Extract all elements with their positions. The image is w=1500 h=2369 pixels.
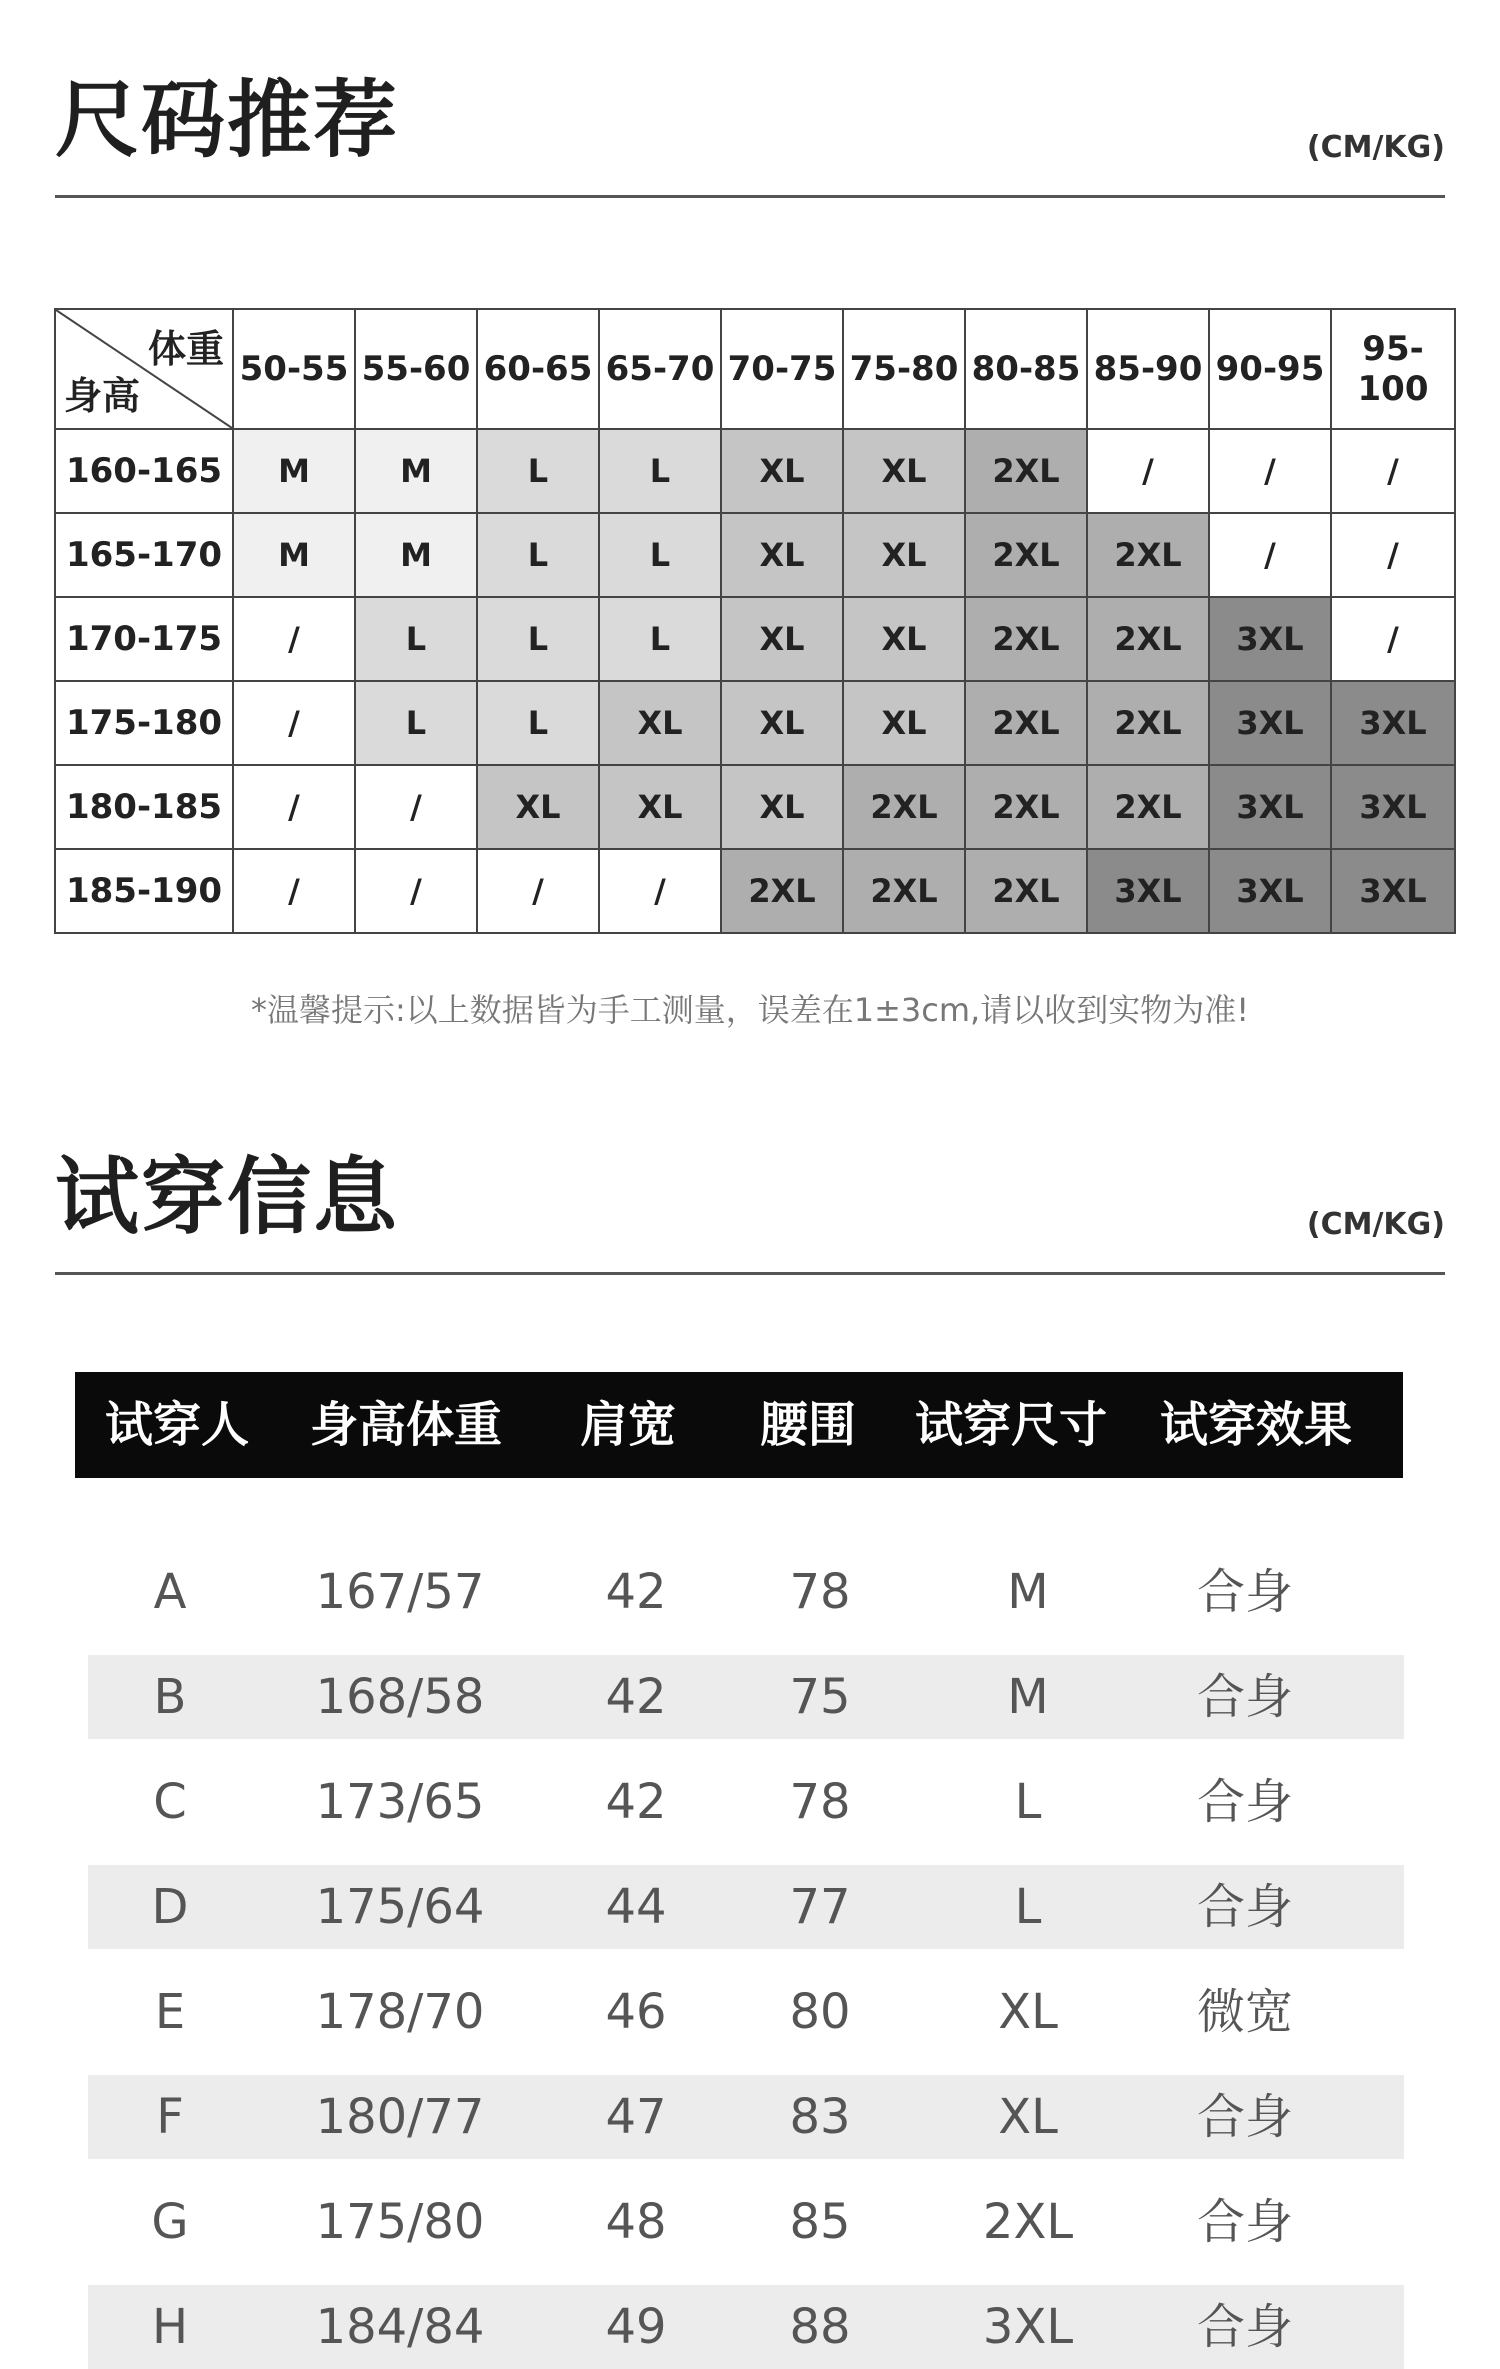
tried-size-value: L [1014, 1879, 1042, 1935]
height-axis-label: 身高 [64, 374, 141, 418]
size-cell: L [599, 429, 721, 513]
height-weight-value: 178/70 [315, 1984, 485, 2040]
weight-range-header: 85-90 [1087, 309, 1209, 429]
size-cell: 3XL [1087, 849, 1209, 933]
size-cell: / [233, 597, 355, 681]
shoulder-width-value: 47 [605, 2089, 667, 2145]
size-cell: L [599, 597, 721, 681]
size-recommendation-title: 尺码推荐 [55, 71, 400, 169]
size-unit-label: (CM/KG) [1306, 130, 1445, 165]
weight-range-header: 55-60 [355, 309, 477, 429]
size-cell: L [477, 513, 599, 597]
size-cell: M [355, 429, 477, 513]
waist-value: 85 [789, 2194, 851, 2250]
size-cell: 3XL [1331, 765, 1455, 849]
shoulder-width-value: 46 [605, 1984, 667, 2040]
size-chart-row [55, 597, 1455, 681]
size-cell: XL [843, 513, 965, 597]
size-chart-header-row [55, 309, 1455, 429]
fitting-table-row [88, 1550, 1404, 1634]
fitting-table-header [75, 1372, 1403, 1478]
height-weight-value: 184/84 [315, 2299, 485, 2355]
tester-label: H [151, 2299, 189, 2355]
waist-value: 80 [789, 1984, 851, 2040]
height-weight-value: 175/64 [315, 1879, 485, 1935]
size-cell: 2XL [965, 597, 1087, 681]
size-cell: L [477, 429, 599, 513]
size-cell: XL [721, 513, 843, 597]
height-range-label: 160-165 [55, 429, 233, 513]
size-chart-row [55, 513, 1455, 597]
size-cell: / [1209, 429, 1331, 513]
tried-size-value: L [1014, 1774, 1042, 1830]
size-cell: 3XL [1209, 765, 1331, 849]
fitting-column-header: 试穿尺寸 [915, 1397, 1108, 1453]
weight-range-header: 95-100 [1331, 309, 1455, 429]
weight-range-header: 60-65 [477, 309, 599, 429]
size-chart-row [55, 765, 1455, 849]
measurement-note: *温馨提示:以上数据皆为手工测量，误差在1±3cm,请以收到实物为准! [250, 991, 1250, 1029]
size-cell: XL [721, 681, 843, 765]
tester-label: F [156, 2089, 184, 2145]
fit-result-value: 合身 [1196, 1879, 1294, 1935]
size-cell: / [355, 765, 477, 849]
weight-range-header: 80-85 [965, 309, 1087, 429]
size-cell: 2XL [843, 849, 965, 933]
size-cell: XL [721, 765, 843, 849]
shoulder-width-value: 44 [605, 1879, 667, 1935]
waist-value: 78 [789, 1564, 851, 1620]
size-cell: 3XL [1209, 597, 1331, 681]
waist-value: 78 [789, 1774, 851, 1830]
size-cell: 2XL [1087, 765, 1209, 849]
size-cell: XL [721, 597, 843, 681]
section-divider [55, 1272, 1445, 1275]
waist-value: 75 [789, 1669, 851, 1725]
fitting-column-header: 肩宽 [580, 1397, 677, 1453]
fitting-info-title: 试穿信息 [55, 1148, 400, 1246]
fit-result-value: 合身 [1196, 1564, 1294, 1620]
size-cell: 2XL [843, 765, 965, 849]
height-weight-value: 173/65 [315, 1774, 485, 1830]
fit-result-value: 合身 [1196, 2194, 1294, 2250]
tester-label: B [153, 1669, 187, 1725]
tester-label: D [151, 1879, 189, 1935]
size-cell: / [233, 849, 355, 933]
height-weight-value: 180/77 [315, 2089, 485, 2145]
size-cell: / [355, 849, 477, 933]
fitting-table-row [88, 1970, 1404, 2054]
size-chart-table [54, 308, 1456, 934]
height-weight-value: 167/57 [315, 1564, 485, 1620]
fitting-column-header: 腰围 [760, 1397, 857, 1453]
height-range-label: 185-190 [55, 849, 233, 933]
size-cell: 3XL [1331, 849, 1455, 933]
size-cell: XL [477, 765, 599, 849]
size-chart-corner [55, 309, 233, 429]
tried-size-value: XL [998, 1984, 1058, 2040]
size-cell: XL [599, 765, 721, 849]
size-cell: L [477, 597, 599, 681]
size-cell: 2XL [1087, 681, 1209, 765]
waist-value: 83 [789, 2089, 851, 2145]
size-cell: XL [599, 681, 721, 765]
size-cell: 2XL [965, 429, 1087, 513]
size-cell: 2XL [965, 765, 1087, 849]
shoulder-width-value: 49 [605, 2299, 667, 2355]
size-cell: XL [843, 429, 965, 513]
size-cell: XL [843, 681, 965, 765]
size-chart-row [55, 849, 1455, 933]
height-range-label: 170-175 [55, 597, 233, 681]
fitting-table-row [88, 1865, 1404, 1949]
height-range-label: 165-170 [55, 513, 233, 597]
fitting-column-header: 试穿效果 [1160, 1397, 1353, 1453]
size-cell: / [1331, 597, 1455, 681]
size-cell: 3XL [1209, 681, 1331, 765]
tester-label: C [153, 1774, 187, 1830]
fit-result-value: 合身 [1196, 1774, 1294, 1830]
fit-result-value: 合身 [1196, 2089, 1294, 2145]
size-cell: / [1209, 513, 1331, 597]
size-cell: / [1331, 429, 1455, 513]
weight-range-header: 75-80 [843, 309, 965, 429]
fitting-table-row [88, 2075, 1404, 2159]
size-cell: / [599, 849, 721, 933]
size-cell: XL [843, 597, 965, 681]
weight-range-header: 70-75 [721, 309, 843, 429]
size-cell: / [1087, 429, 1209, 513]
height-range-label: 180-185 [55, 765, 233, 849]
size-cell: 2XL [1087, 513, 1209, 597]
weight-range-header: 65-70 [599, 309, 721, 429]
tried-size-value: 3XL [982, 2299, 1074, 2355]
tried-size-value: M [1007, 1564, 1049, 1620]
size-chart-row [55, 429, 1455, 513]
size-cell: L [477, 681, 599, 765]
tried-size-value: 2XL [982, 2194, 1074, 2250]
tried-size-value: M [1007, 1669, 1049, 1725]
size-cell: M [233, 513, 355, 597]
tester-label: A [153, 1564, 187, 1620]
size-cell: / [477, 849, 599, 933]
size-cell: 2XL [721, 849, 843, 933]
fitting-column-header: 身高体重 [310, 1397, 503, 1453]
size-cell: M [233, 429, 355, 513]
size-cell: M [355, 513, 477, 597]
waist-value: 88 [789, 2299, 851, 2355]
tester-label: E [154, 1984, 186, 2040]
size-cell: / [233, 765, 355, 849]
fitting-table-row [88, 2180, 1404, 2264]
weight-range-header: 50-55 [233, 309, 355, 429]
size-cell: L [355, 681, 477, 765]
size-cell: 2XL [1087, 597, 1209, 681]
weight-range-header: 90-95 [1209, 309, 1331, 429]
fitting-table-row [88, 2285, 1404, 2369]
waist-value: 77 [789, 1879, 851, 1935]
size-cell: / [233, 681, 355, 765]
fit-result-value: 合身 [1196, 1669, 1294, 1725]
fitting-table-row [88, 1655, 1404, 1739]
fitting-column-header: 试穿人 [105, 1397, 250, 1453]
size-cell: 3XL [1209, 849, 1331, 933]
size-chart-row [55, 681, 1455, 765]
shoulder-width-value: 42 [605, 1564, 667, 1620]
height-range-label: 175-180 [55, 681, 233, 765]
shoulder-width-value: 42 [605, 1669, 667, 1725]
shoulder-width-value: 48 [605, 2194, 667, 2250]
height-weight-value: 168/58 [315, 1669, 485, 1725]
size-cell: 2XL [965, 513, 1087, 597]
height-weight-value: 175/80 [315, 2194, 485, 2250]
size-cell: L [599, 513, 721, 597]
size-cell: 3XL [1331, 681, 1455, 765]
tried-size-value: XL [998, 2089, 1058, 2145]
size-cell: 2XL [965, 849, 1087, 933]
weight-axis-label: 体重 [147, 327, 224, 371]
size-cell: 2XL [965, 681, 1087, 765]
tester-label: G [151, 2194, 189, 2250]
size-cell: L [355, 597, 477, 681]
section-divider [55, 195, 1445, 198]
fitting-unit-label: (CM/KG) [1306, 1207, 1445, 1242]
shoulder-width-value: 42 [605, 1774, 667, 1830]
fit-result-value: 合身 [1196, 2299, 1294, 2355]
fitting-table-row [88, 1760, 1404, 1844]
size-cell: / [1331, 513, 1455, 597]
size-cell: XL [721, 429, 843, 513]
fit-result-value: 微宽 [1196, 1984, 1294, 2040]
